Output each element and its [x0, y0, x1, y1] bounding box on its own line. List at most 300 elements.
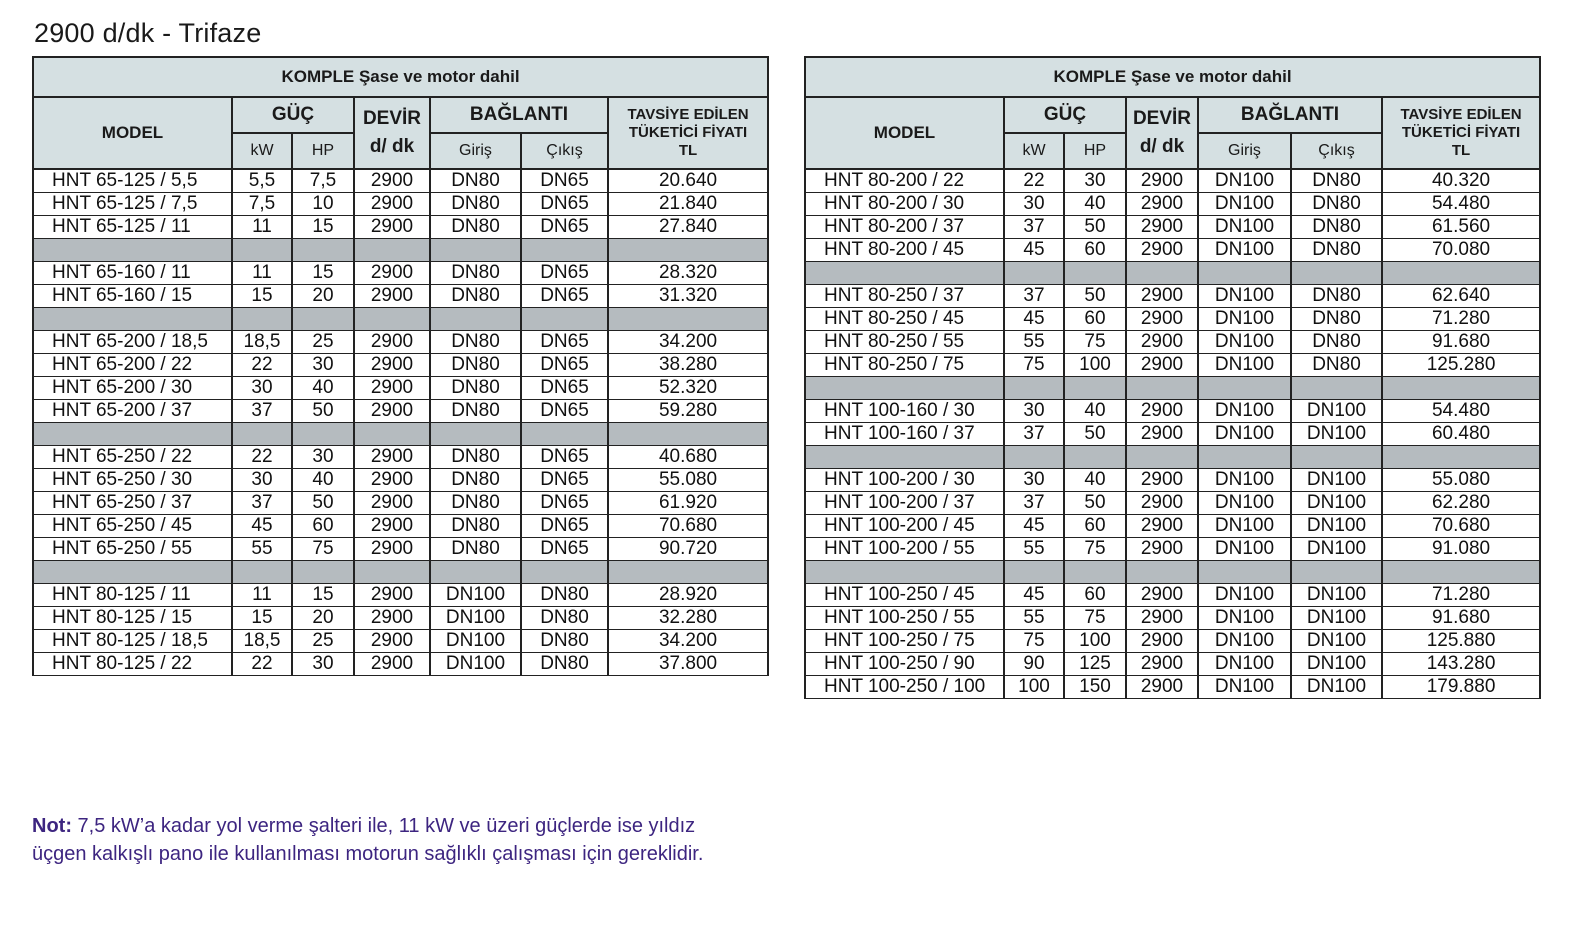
price-cell: 40.680 [608, 446, 768, 469]
inlet-cell: DN100 [1198, 584, 1291, 607]
model-cell: HNT 80-250 / 45 [805, 308, 1004, 331]
price-cell: 61.920 [608, 492, 768, 515]
kw-cell: 55 [1004, 331, 1064, 354]
hp-cell: 50 [292, 492, 354, 515]
separator-cell [354, 239, 430, 262]
banner-header: KOMPLE Şase ve motor dahil [33, 57, 768, 97]
inlet-cell: DN100 [1198, 285, 1291, 308]
table-row [33, 446, 768, 469]
rpm-cell: 2900 [1126, 676, 1198, 699]
outlet-cell: DN100 [1291, 469, 1382, 492]
inlet-cell: DN100 [430, 653, 521, 676]
hp-cell: 30 [1064, 169, 1126, 193]
table-row [33, 584, 768, 607]
separator-cell [1004, 262, 1064, 285]
model-cell: HNT 100-250 / 55 [805, 607, 1004, 630]
inlet-header: Giriş [430, 133, 521, 169]
rpm-cell: 2900 [354, 584, 430, 607]
table-row [805, 492, 1540, 515]
price-cell: 70.680 [1382, 515, 1540, 538]
model-cell: HNT 65-200 / 22 [33, 354, 232, 377]
model-cell: HNT 80-200 / 30 [805, 193, 1004, 216]
separator-cell [1291, 561, 1382, 584]
inlet-cell: DN80 [430, 515, 521, 538]
outlet-cell: DN80 [521, 584, 608, 607]
hp-cell: 50 [1064, 216, 1126, 239]
model-cell: HNT 100-250 / 75 [805, 630, 1004, 653]
table-row [33, 469, 768, 492]
hp-cell: 40 [1064, 469, 1126, 492]
inlet-cell: DN100 [430, 584, 521, 607]
separator-cell [1004, 561, 1064, 584]
kw-cell: 37 [1004, 492, 1064, 515]
outlet-cell: DN80 [521, 630, 608, 653]
inlet-header: Giriş [1198, 133, 1291, 169]
kw-cell: 30 [1004, 469, 1064, 492]
model-cell: HNT 65-125 / 11 [33, 216, 232, 239]
rpm-cell: 2900 [1126, 216, 1198, 239]
hp-cell: 15 [292, 262, 354, 285]
table-row [805, 538, 1540, 561]
separator-cell [608, 561, 768, 584]
price-cell: 90.720 [608, 538, 768, 561]
kw-cell: 45 [1004, 239, 1064, 262]
hp-cell: 7,5 [292, 169, 354, 193]
footnote [32, 812, 752, 868]
separator-cell [292, 239, 354, 262]
price-cell: 55.080 [608, 469, 768, 492]
model-cell: HNT 80-250 / 55 [805, 331, 1004, 354]
separator-cell [521, 423, 608, 446]
inlet-cell: DN100 [1198, 239, 1291, 262]
inlet-cell: DN80 [430, 377, 521, 400]
separator-cell [232, 561, 292, 584]
table-row [33, 538, 768, 561]
separator-row [805, 446, 1540, 469]
kw-cell: 30 [1004, 193, 1064, 216]
banner-header: KOMPLE Şase ve motor dahil [805, 57, 1540, 97]
outlet-cell: DN65 [521, 469, 608, 492]
outlet-cell: DN65 [521, 285, 608, 308]
hp-cell: 60 [1064, 515, 1126, 538]
table-row [805, 239, 1540, 262]
kw-cell: 18,5 [232, 630, 292, 653]
model-cell: HNT 65-250 / 22 [33, 446, 232, 469]
outlet-cell: DN100 [1291, 492, 1382, 515]
kw-cell: 22 [232, 653, 292, 676]
inlet-cell: DN80 [430, 354, 521, 377]
table-row [33, 193, 768, 216]
hp-cell: 60 [1064, 308, 1126, 331]
hp-cell: 100 [1064, 354, 1126, 377]
model-cell: HNT 65-160 / 15 [33, 285, 232, 308]
price-cell: 70.680 [608, 515, 768, 538]
inlet-cell: DN100 [1198, 630, 1291, 653]
separator-cell [232, 308, 292, 331]
hp-cell: 25 [292, 630, 354, 653]
table-body-left [33, 169, 768, 676]
rpm-cell: 2900 [1126, 400, 1198, 423]
table-row [33, 607, 768, 630]
outlet-cell: DN65 [521, 193, 608, 216]
rpm-cell: 2900 [354, 331, 430, 354]
price-cell: 71.280 [1382, 308, 1540, 331]
separator-cell [805, 262, 1004, 285]
kw-header: kW [1004, 133, 1064, 169]
separator-cell [1064, 561, 1126, 584]
price-cell: 61.560 [1382, 216, 1540, 239]
kw-cell: 15 [232, 607, 292, 630]
rpm-cell: 2900 [1126, 630, 1198, 653]
outlet-cell: DN65 [521, 216, 608, 239]
outlet-cell: DN100 [1291, 653, 1382, 676]
separator-row [805, 262, 1540, 285]
rpm-cell: 2900 [1126, 169, 1198, 193]
price-cell: 62.640 [1382, 285, 1540, 308]
table-row [33, 285, 768, 308]
hp-cell: 50 [1064, 285, 1126, 308]
inlet-cell: DN100 [1198, 676, 1291, 699]
table-row [33, 400, 768, 423]
separator-cell [608, 423, 768, 446]
kw-cell: 22 [232, 354, 292, 377]
table-row [805, 331, 1540, 354]
table-row [805, 676, 1540, 699]
separator-row [33, 561, 768, 584]
model-cell: HNT 65-250 / 55 [33, 538, 232, 561]
inlet-cell: DN80 [430, 400, 521, 423]
separator-cell [292, 308, 354, 331]
inlet-cell: DN80 [430, 469, 521, 492]
rpm-cell: 2900 [354, 193, 430, 216]
hp-cell: 30 [292, 354, 354, 377]
rpm-cell: 2900 [354, 377, 430, 400]
separator-cell [1126, 262, 1198, 285]
kw-cell: 11 [232, 262, 292, 285]
inlet-cell: DN80 [430, 262, 521, 285]
price-cell: 71.280 [1382, 584, 1540, 607]
outlet-cell: DN80 [1291, 354, 1382, 377]
separator-cell [608, 308, 768, 331]
kw-cell: 75 [1004, 354, 1064, 377]
hp-header: HP [1064, 133, 1126, 169]
rpm-cell: 2900 [354, 630, 430, 653]
price-cell: 21.840 [608, 193, 768, 216]
rpm-header: DEVİR d/ dk [354, 97, 430, 169]
inlet-cell: DN100 [1198, 492, 1291, 515]
separator-cell [33, 239, 232, 262]
price-cell: 91.080 [1382, 538, 1540, 561]
inlet-cell: DN100 [1198, 169, 1291, 193]
rpm-cell: 2900 [354, 446, 430, 469]
outlet-header: Çıkış [1291, 133, 1382, 169]
rpm-cell: 2900 [354, 216, 430, 239]
outlet-cell: DN80 [1291, 285, 1382, 308]
outlet-cell: DN65 [521, 169, 608, 193]
outlet-cell: DN65 [521, 446, 608, 469]
inlet-cell: DN100 [1198, 400, 1291, 423]
outlet-cell: DN100 [1291, 607, 1382, 630]
separator-cell [354, 423, 430, 446]
hp-cell: 25 [292, 331, 354, 354]
table-row [805, 469, 1540, 492]
separator-cell [232, 423, 292, 446]
hp-cell: 150 [1064, 676, 1126, 699]
table-row [805, 354, 1540, 377]
outlet-cell: DN80 [1291, 239, 1382, 262]
model-cell: HNT 80-250 / 75 [805, 354, 1004, 377]
outlet-cell: DN100 [1291, 423, 1382, 446]
model-cell: HNT 65-125 / 5,5 [33, 169, 232, 193]
separator-cell [33, 423, 232, 446]
price-header: TAVSİYE EDİLEN TÜKETİCİ FİYATI TL [1382, 97, 1540, 169]
price-cell: 38.280 [608, 354, 768, 377]
price-cell: 27.840 [608, 216, 768, 239]
inlet-cell: DN80 [430, 285, 521, 308]
model-cell: HNT 65-160 / 11 [33, 262, 232, 285]
outlet-cell: DN80 [1291, 169, 1382, 193]
separator-cell [354, 308, 430, 331]
kw-cell: 55 [1004, 607, 1064, 630]
model-cell: HNT 100-200 / 37 [805, 492, 1004, 515]
kw-cell: 30 [1004, 400, 1064, 423]
model-cell: HNT 65-250 / 37 [33, 492, 232, 515]
table-row [805, 423, 1540, 446]
inlet-cell: DN100 [1198, 469, 1291, 492]
inlet-cell: DN100 [1198, 423, 1291, 446]
hp-cell: 40 [292, 377, 354, 400]
separator-cell [1004, 377, 1064, 400]
separator-cell [292, 423, 354, 446]
kw-cell: 45 [1004, 584, 1064, 607]
outlet-cell: DN65 [521, 515, 608, 538]
separator-cell [354, 561, 430, 584]
kw-cell: 22 [1004, 169, 1064, 193]
separator-cell [1064, 446, 1126, 469]
model-cell: HNT 80-125 / 18,5 [33, 630, 232, 653]
model-cell: HNT 65-200 / 30 [33, 377, 232, 400]
price-cell: 125.280 [1382, 354, 1540, 377]
kw-cell: 55 [232, 538, 292, 561]
rpm-cell: 2900 [354, 169, 430, 193]
model-cell: HNT 100-250 / 100 [805, 676, 1004, 699]
rpm-cell: 2900 [1126, 653, 1198, 676]
inlet-cell: DN100 [1198, 216, 1291, 239]
inlet-cell: DN100 [1198, 354, 1291, 377]
model-cell: HNT 100-200 / 55 [805, 538, 1004, 561]
note-label: Not: [32, 815, 72, 837]
page-title: 2900 d/dk - Trifaze [34, 18, 262, 48]
separator-cell [430, 308, 521, 331]
kw-cell: 22 [232, 446, 292, 469]
separator-cell [1126, 561, 1198, 584]
hp-cell: 60 [1064, 584, 1126, 607]
outlet-cell: DN65 [521, 492, 608, 515]
inlet-cell: DN100 [430, 630, 521, 653]
hp-cell: 75 [292, 538, 354, 561]
model-cell: HNT 80-250 / 37 [805, 285, 1004, 308]
rpm-cell: 2900 [354, 262, 430, 285]
rpm-cell: 2900 [354, 469, 430, 492]
separator-cell [805, 377, 1004, 400]
price-cell: 31.320 [608, 285, 768, 308]
model-cell: HNT 65-200 / 37 [33, 400, 232, 423]
separator-cell [1382, 446, 1540, 469]
rpm-cell: 2900 [354, 285, 430, 308]
hp-cell: 40 [292, 469, 354, 492]
model-cell: HNT 100-200 / 30 [805, 469, 1004, 492]
table-row [33, 492, 768, 515]
table-row [33, 630, 768, 653]
separator-cell [1382, 262, 1540, 285]
inlet-cell: DN80 [430, 193, 521, 216]
table-row [805, 216, 1540, 239]
separator-cell [33, 561, 232, 584]
separator-cell [430, 239, 521, 262]
model-cell: HNT 65-200 / 18,5 [33, 331, 232, 354]
model-cell: HNT 80-125 / 15 [33, 607, 232, 630]
inlet-cell: DN100 [1198, 308, 1291, 331]
hp-cell: 30 [292, 653, 354, 676]
kw-cell: 45 [1004, 515, 1064, 538]
separator-cell [430, 423, 521, 446]
rpm-cell: 2900 [1126, 515, 1198, 538]
rpm-cell: 2900 [1126, 308, 1198, 331]
price-cell: 91.680 [1382, 331, 1540, 354]
hp-cell: 75 [1064, 607, 1126, 630]
separator-cell [1382, 561, 1540, 584]
model-cell: HNT 100-250 / 45 [805, 584, 1004, 607]
inlet-cell: DN80 [430, 216, 521, 239]
table-row [805, 653, 1540, 676]
price-cell: 54.480 [1382, 400, 1540, 423]
connection-header: BAĞLANTI [1198, 97, 1382, 133]
outlet-header: Çıkış [521, 133, 608, 169]
price-cell: 59.280 [608, 400, 768, 423]
model-header: MODEL [805, 97, 1004, 169]
model-cell: HNT 65-250 / 30 [33, 469, 232, 492]
rpm-cell: 2900 [1126, 239, 1198, 262]
hp-cell: 100 [1064, 630, 1126, 653]
separator-cell [1291, 446, 1382, 469]
rpm-cell: 2900 [1126, 607, 1198, 630]
outlet-cell: DN65 [521, 354, 608, 377]
inlet-cell: DN80 [430, 538, 521, 561]
kw-cell: 37 [1004, 423, 1064, 446]
table-row [33, 169, 768, 193]
model-header: MODEL [33, 97, 232, 169]
outlet-cell: DN100 [1291, 584, 1382, 607]
hp-cell: 20 [292, 607, 354, 630]
table-row [805, 169, 1540, 193]
model-cell: HNT 80-200 / 22 [805, 169, 1004, 193]
price-cell: 55.080 [1382, 469, 1540, 492]
model-cell: HNT 100-160 / 37 [805, 423, 1004, 446]
inlet-cell: DN80 [430, 446, 521, 469]
table-row [805, 308, 1540, 331]
model-cell: HNT 80-125 / 22 [33, 653, 232, 676]
rpm-cell: 2900 [354, 400, 430, 423]
price-cell: 40.320 [1382, 169, 1540, 193]
rpm-cell: 2900 [354, 354, 430, 377]
inlet-cell: DN100 [1198, 515, 1291, 538]
separator-row [33, 308, 768, 331]
inlet-cell: DN100 [430, 607, 521, 630]
separator-cell [521, 308, 608, 331]
hp-header: HP [292, 133, 354, 169]
hp-cell: 10 [292, 193, 354, 216]
kw-cell: 55 [1004, 538, 1064, 561]
separator-row [805, 377, 1540, 400]
rpm-cell: 2900 [1126, 354, 1198, 377]
separator-cell [805, 561, 1004, 584]
model-cell: HNT 100-250 / 90 [805, 653, 1004, 676]
kw-cell: 37 [232, 400, 292, 423]
price-cell: 143.280 [1382, 653, 1540, 676]
price-cell: 70.080 [1382, 239, 1540, 262]
hp-cell: 75 [1064, 538, 1126, 561]
outlet-cell: DN65 [521, 377, 608, 400]
kw-cell: 37 [232, 492, 292, 515]
kw-header: kW [232, 133, 292, 169]
rpm-header: DEVİR d/ dk [1126, 97, 1198, 169]
separator-cell [1198, 561, 1291, 584]
model-cell: HNT 80-200 / 45 [805, 239, 1004, 262]
outlet-cell: DN65 [521, 262, 608, 285]
rpm-cell: 2900 [354, 607, 430, 630]
separator-cell [1291, 377, 1382, 400]
table-body-right [805, 169, 1540, 699]
separator-cell [1291, 262, 1382, 285]
table-row [805, 584, 1540, 607]
price-cell: 52.320 [608, 377, 768, 400]
table-row [33, 653, 768, 676]
separator-cell [805, 446, 1004, 469]
price-header: TAVSİYE EDİLEN TÜKETİCİ FİYATI TL [608, 97, 768, 169]
hp-cell: 60 [1064, 239, 1126, 262]
hp-cell: 60 [292, 515, 354, 538]
hp-cell: 20 [292, 285, 354, 308]
separator-cell [521, 561, 608, 584]
kw-cell: 30 [232, 377, 292, 400]
rpm-cell: 2900 [354, 515, 430, 538]
kw-cell: 45 [1004, 308, 1064, 331]
note-text: 7,5 kW’a kadar yol verme şalteri ile, 11 kW ve üzeri güçlerde ise yıldız üçgen kalkışlı pano ile kullanılması motorun sağlıklı çalışması için gereklidir. [32, 815, 704, 865]
separator-cell [232, 239, 292, 262]
separator-cell [608, 239, 768, 262]
kw-cell: 11 [232, 216, 292, 239]
price-cell: 34.200 [608, 331, 768, 354]
separator-cell [1064, 377, 1126, 400]
inlet-cell: DN80 [430, 169, 521, 193]
model-cell: HNT 65-250 / 45 [33, 515, 232, 538]
price-cell: 28.320 [608, 262, 768, 285]
outlet-cell: DN80 [1291, 308, 1382, 331]
price-cell: 91.680 [1382, 607, 1540, 630]
outlet-cell: DN100 [1291, 630, 1382, 653]
kw-cell: 18,5 [232, 331, 292, 354]
separator-row [33, 239, 768, 262]
price-cell: 60.480 [1382, 423, 1540, 446]
separator-cell [292, 561, 354, 584]
hp-cell: 30 [292, 446, 354, 469]
price-cell: 20.640 [608, 169, 768, 193]
separator-cell [1126, 446, 1198, 469]
price-cell: 54.480 [1382, 193, 1540, 216]
model-cell: HNT 100-160 / 30 [805, 400, 1004, 423]
price-cell: 125.880 [1382, 630, 1540, 653]
table-row [33, 262, 768, 285]
